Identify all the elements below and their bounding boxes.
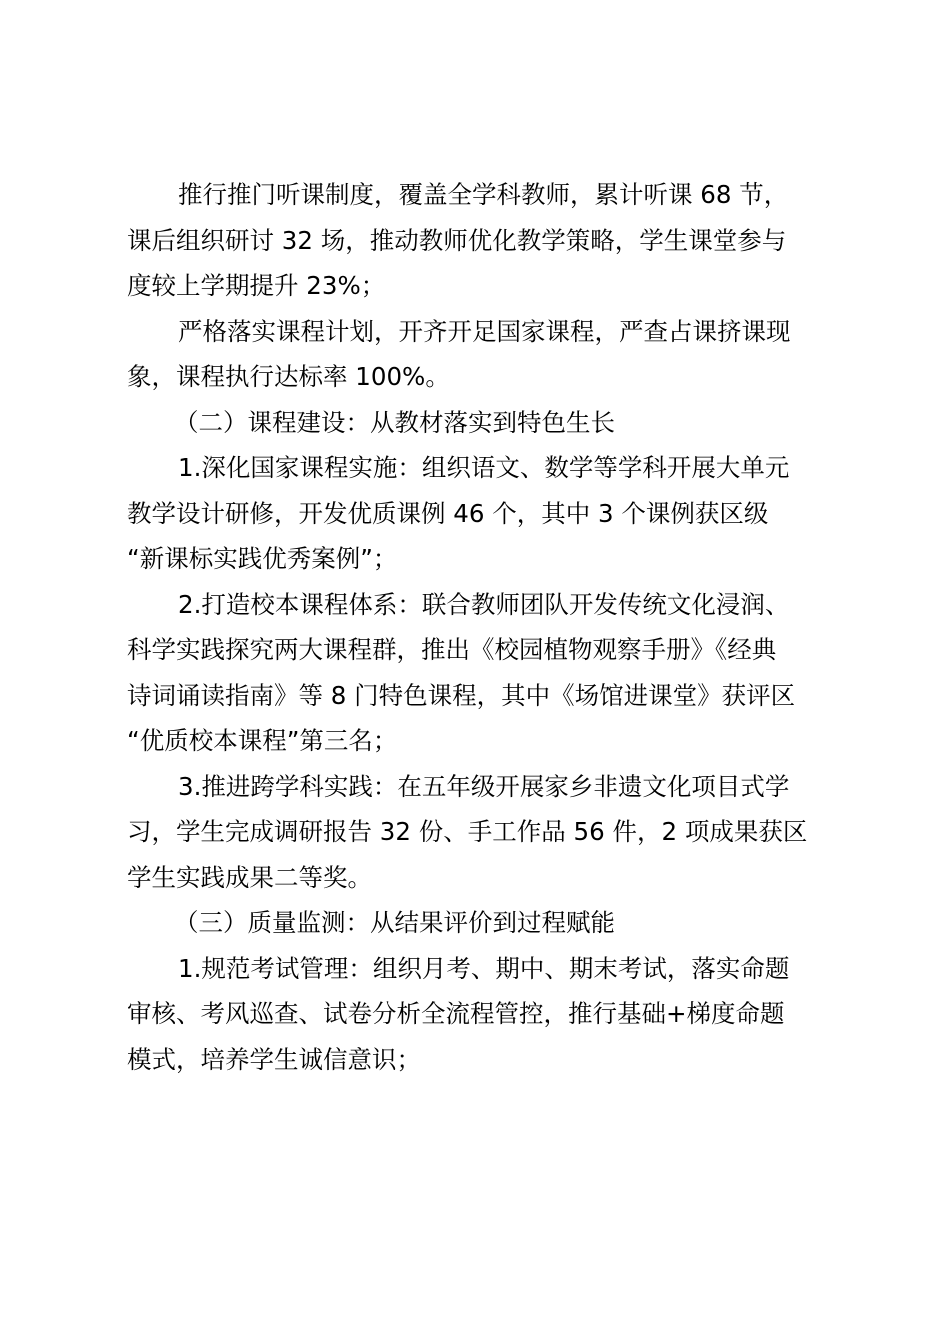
text-line: 1.深化国家课程实施：组织语文、数学等学科开展大单元 [178,453,790,482]
text-line: 诗词诵读指南》等 8 门特色课程，其中《场馆进课堂》获评区 [127,680,796,710]
section-heading-curriculum-construction [127,400,837,446]
text-line: “新课标实践优秀案例”； [127,544,398,573]
text-line: 2.打造校本课程体系：联合教师团队开发传统文化浸润、 [178,589,790,619]
paragraph-national-curriculum [127,445,837,582]
text-line: 教学设计研修，开发优质课例 46 个，其中 3 个课例获区级 [127,498,769,528]
text-line: 1.规范考试管理：组织月考、期中、期末考试，落实命题 [178,953,790,983]
section-heading-quality-monitoring [127,900,837,946]
text-line: 模式，培养学生诚信意识； [127,1044,421,1074]
text-line: 象，课程执行达标率 100%。 [127,362,450,391]
text-line: 课后组织研讨 32 场，推动教师优化教学策略，学生课堂参与 [127,225,787,255]
text-line: 科学实践探究两大课程群，推出《校园植物观察手册》《经典 [127,635,777,664]
paragraph-lesson-observation [127,172,837,309]
text-line: “优质校本课程”第三名； [127,726,398,755]
paragraph-curriculum-plan [127,309,837,400]
text-line: 推行推门听课制度，覆盖全学科教师，累计听课 68 节， [178,180,789,209]
text-line: 审核、考风巡查、试卷分析全流程管控，推行基础+梯度命题 [127,999,785,1028]
text-line: 严格落实课程计划，开齐开足国家课程，严查占课挤课现 [178,316,791,346]
paragraph-interdisciplinary-practice [127,764,837,901]
paragraph-school-curriculum [127,582,837,764]
paragraph-exam-management [127,946,837,1083]
text-line: 度较上学期提升 23%； [127,271,386,300]
section-heading-text: （二）课程建设：从教材落实到特色生长 [174,407,615,437]
text-line: 3.推进跨学科实践：在五年级开展家乡非遗文化项目式学 [178,771,790,801]
section-heading-text: （三）质量监测：从结果评价到过程赋能 [174,908,615,937]
document-body [127,172,837,1082]
text-line: 习，学生完成调研报告 32 份、手工作品 56 件，2 项成果获区 [127,817,808,846]
text-line: 学生实践成果二等奖。 [127,862,372,892]
